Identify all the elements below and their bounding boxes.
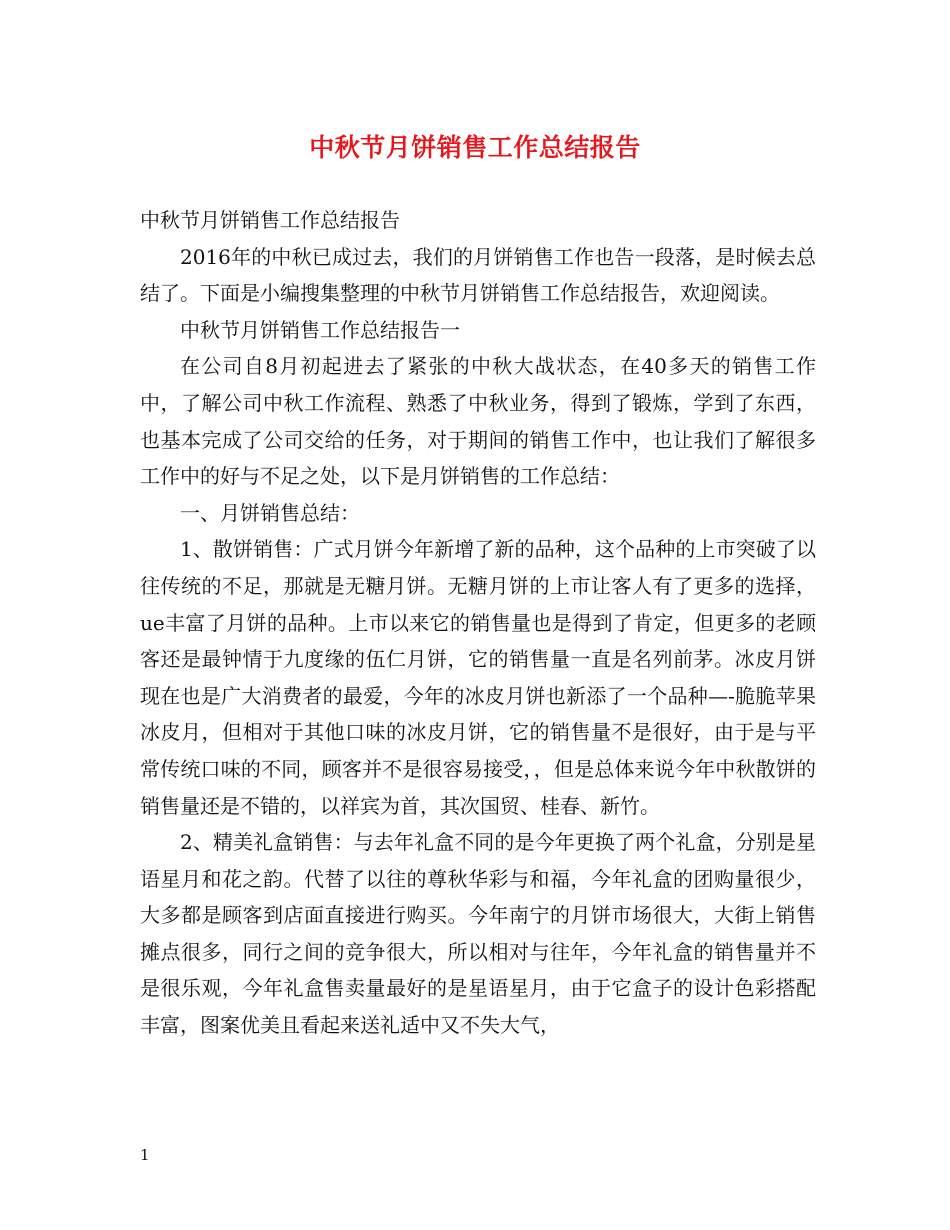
intro-paragraph: 2016年的中秋已成过去，我们的月饼销售工作也告一段落，是时候去总结了。下面是小编搜集整理的中秋节月饼销售工作总结报告，欢迎阅读。 [140, 244, 816, 306]
section-heading: 中秋节月饼销售工作总结报告一 [180, 317, 460, 342]
body-paragraph: 在公司自8月初起进去了紧张的中秋大战状态，在40多天的销售工作中，了解公司中秋工作流程、熟悉了中秋业务，得到了锻炼，学到了东西，也基本完成了公司交给的任务，对于期间的销售工作中，也让我们了解很多工作中的好与不足之处，以下是月饼销售的工作总结： [140, 354, 816, 489]
subsection-heading: 一、月饼销售总结： [180, 500, 360, 525]
body-paragraph: 2、精美礼盒销售：与去年礼盒不同的是今年更换了两个礼盒，分别是星语星月和花之韵。代替了以往的尊秋华彩与和福，今年礼盒的团购量很少，大多都是顾客到店面直接进行购买。今年南宁的月饼市场很大，大街上销售摊点很多，同行之间的竞争很大，所以相对与往年，今年礼盒的销售量并不是很乐观，今年礼盒售卖量最好的是星语星月，由于它盒子的设计色彩搭配丰富，图案优美且看起来送礼适中又不失大气， [140, 830, 816, 1038]
page-number: 1 [140, 1146, 150, 1164]
body-paragraph: 1、散饼销售：广式月饼今年新增了新的品种，这个品种的上市突破了以往传统的不足，那就是无糖月饼。无糖月饼的上市让客人有了更多的选择，ue丰富了月饼的品种。上市以来它的销售量也是得到了肯定，但更多的老顾客还是最钟情于九度缘的伍仁月饼，它的销售量一直是名列前茅。冰皮月饼现在也是广大消费者的最爱，今年的冰皮月饼也新添了一个品种—-脆脆苹果冰皮月，但相对于其他口味的冰皮月饼，它的销售量不是很好，由于是与平常传统口味的不同，顾客并不是很容易接受，，但是总体来说今年中秋散饼的销售量还是不错的，以祥宾为首，其次国贸、桂春、新竹。 [140, 537, 816, 818]
document-title: 中秋节月饼销售工作总结报告 [309, 133, 641, 162]
document-body [140, 202, 816, 1044]
body-heading: 中秋节月饼销售工作总结报告 [140, 208, 400, 232]
